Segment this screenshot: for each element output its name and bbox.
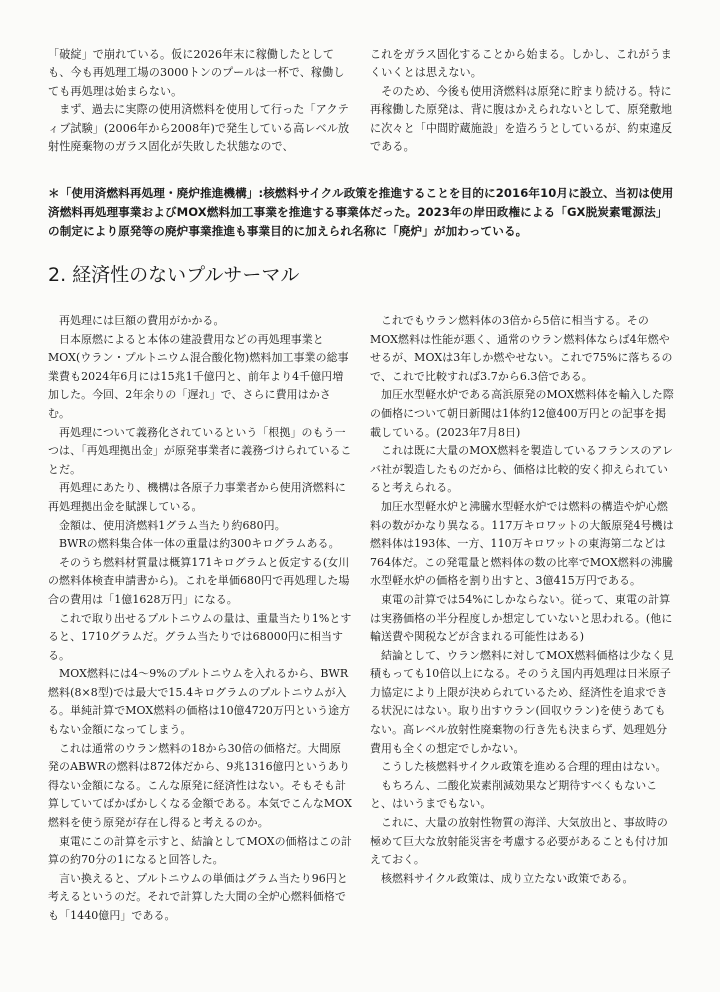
- paragraph: 日本原燃によると本体の建設費用などの再処理事業とMOX(ウラン・プルトニウム混合酸化物)燃料加工事業の総事業費も2024年6月には15兆1千億円と、前年より4千億円増加した。今回、2年余りの「遅れ」で、さらに費用はかさむ。: [48, 332, 349, 420]
- body-left-column: [48, 312, 352, 926]
- top-left-column: [48, 46, 352, 156]
- section-body: [48, 312, 676, 972]
- body-right-column: [370, 312, 676, 888]
- paragraph: これで取り出せるプルトニウムの量は、重量当たり1%とすると、1710グラムだ。グラム当たりでは68000円に相当する。: [48, 611, 352, 662]
- paragraph: まず、過去に実際の使用済燃料を使用して行った「アクティブ試験」(2006年から2008年)で発生している高レベル放射性廃棄物のガラス固化が失敗した状態なので、: [48, 103, 350, 154]
- paragraph: こうした核燃料サイクル政策を進める合理的理由はない。: [380, 760, 667, 774]
- footnote-text: ＊「使用済燃料再処理・廃炉推進機構」:核燃料サイクル政策を推進することを目的に2016年10月に設立、当初は使用済燃料再処理事業およびMOX燃料加工事業を推進する事業体だった。2023年の岸田政権による「GX脱炭素電源法」の制定により原発等の廃炉事業推進も事業目的に加えられ名称に「廃炉」が加わっている。: [48, 186, 674, 238]
- paragraph: 東電の計算では54%にしかならない。従って、東電の計算は実務価格の半分程度しか想定していないと思われる。(他に輸送費や関税などが含まれる可能性はある): [370, 592, 673, 644]
- paragraph: そのうち燃料材質量は概算171キログラムと仮定する(女川の燃料体検査申請書から)。これを単価680円で再処理した場合の費用は「1億1628万円」になる。: [48, 555, 350, 606]
- paragraph: これでもウラン燃料体の3倍から5倍に相当する。そのMOX燃料は性能が悪く、通常のウラン燃料体ならば4年燃やせるが、MOXは3年しか燃やせない。これで75%に落ちるので、これで比較すれば3.7から6.3倍である。: [370, 314, 673, 383]
- paragraph: BWRの燃料集合体一体の重量は約300キログラムある。: [58, 537, 340, 551]
- paragraph: これに、大量の放射性物質の海洋、大気放出と、事故時の極めて巨大な放射能災害を考慮する必要があることも付け加えておく。: [370, 816, 669, 867]
- paragraph: MOX燃料には4〜9%のプルトニウムを入れるから、BWR燃料(8×8型)では最大で15.4キログラムのプルトニウムが入る。単純計算でMOX燃料の価格は10億4720万円という途方もない金額になってしまう。: [48, 667, 351, 737]
- paragraph: これは通常のウラン燃料の18から30倍の価格だ。大間原発のABWRの燃料は872体だから、9兆1316億円というあり得ない金額になる。こんな原発に経済性はない。そもそも計算していてばかばかしくなる金額である。本気でこんなMOX燃料を使う原発が存在し得ると考えるのか。: [48, 741, 352, 830]
- top-continuation: [48, 46, 676, 176]
- paragraph: 金額は、使用済燃料1グラム当たり約680円。: [58, 518, 286, 532]
- paragraph: 加圧水型軽水炉と沸騰水型軽水炉では燃料の構造や炉心燃料の数がかなり異なる。117万キロワットの大飯原発4号機は燃料体は193体、一方、110万キロワットの東海第二などは764体だ。この発電量と燃料体の数の比率でMOX燃料の沸騰水型軽水炉の価格を割り出すと、3億415万円である。: [370, 499, 674, 588]
- paragraph: 再処理について義務化されているという「根拠」のもう一つは、「再処理拠出金」が原発事業者に義務づけられていることだ。: [48, 425, 352, 476]
- paragraph: もちろん、二酸化炭素削減効果など期待すべくもないこと、はいうまでもない。: [370, 778, 658, 811]
- paragraph: 東電にこの計算を示すと、結論としてMOXの価格はこの計算の約70分の1になると回答した。: [48, 834, 352, 867]
- paragraph: 「破綻」で崩れている。仮に2026年末に稼働したとしても、今も再処理工場の3000トンのプールは一杯で、稼働しても再処理は始まらない。: [48, 48, 345, 98]
- paragraph: 言い換えると、プルトニウムの単価はグラム当たり96円と考えるというのだ。それで計算した大間の全炉心燃料価格でも「1440億円」である。: [48, 871, 348, 922]
- paragraph: 加圧水型軽水炉である高浜原発のMOX燃料体を輸入した際の価格について朝日新聞は1体約12億400万円との記事を掲載している。(2023年7月8日): [370, 388, 674, 439]
- paragraph: 再処理にあたり、機構は各原子力事業者から使用済燃料に再処理拠出金を賦課している。: [48, 481, 346, 513]
- paragraph: これをガラス固化することから始まる。しかし、これがうまくいくとは思えない。: [370, 48, 672, 80]
- top-right-column: [370, 46, 676, 156]
- paragraph: 結論として、ウラン燃料に対してMOX燃料価格は少なく見積もっても10倍以上になる。そのうえ国内再処理は日米原子力協定により上限が決められているため、経済性を追求できる状況にはない。取り出すウラン(回収ウラン)を使うあてもない。高レベル放射性廃棄物の行き先も決まらず、処理処分費用も全くの想定でしかない。: [370, 648, 674, 755]
- paragraph: これは既に大量のMOX燃料を製造しているフランスのアレバ社が製造したものだから、価格は比較的安く抑えられていると考えられる。: [370, 444, 674, 495]
- section-heading: 2. 経済性のないプルサーマル: [48, 264, 300, 286]
- paragraph: 再処理には巨額の費用がかかる。: [58, 314, 225, 327]
- paragraph: そのため、今後も使用済燃料は原発に貯まり続ける。特に再稼働した原発は、背に腹はかえられないとして、原発敷地に次々と「中間貯蔵施設」を造ろうとしているが、約束違反である。: [370, 84, 673, 154]
- footnote: [48, 184, 676, 241]
- paragraph: 核燃料サイクル政策は、成り立たない政策である。: [380, 871, 634, 885]
